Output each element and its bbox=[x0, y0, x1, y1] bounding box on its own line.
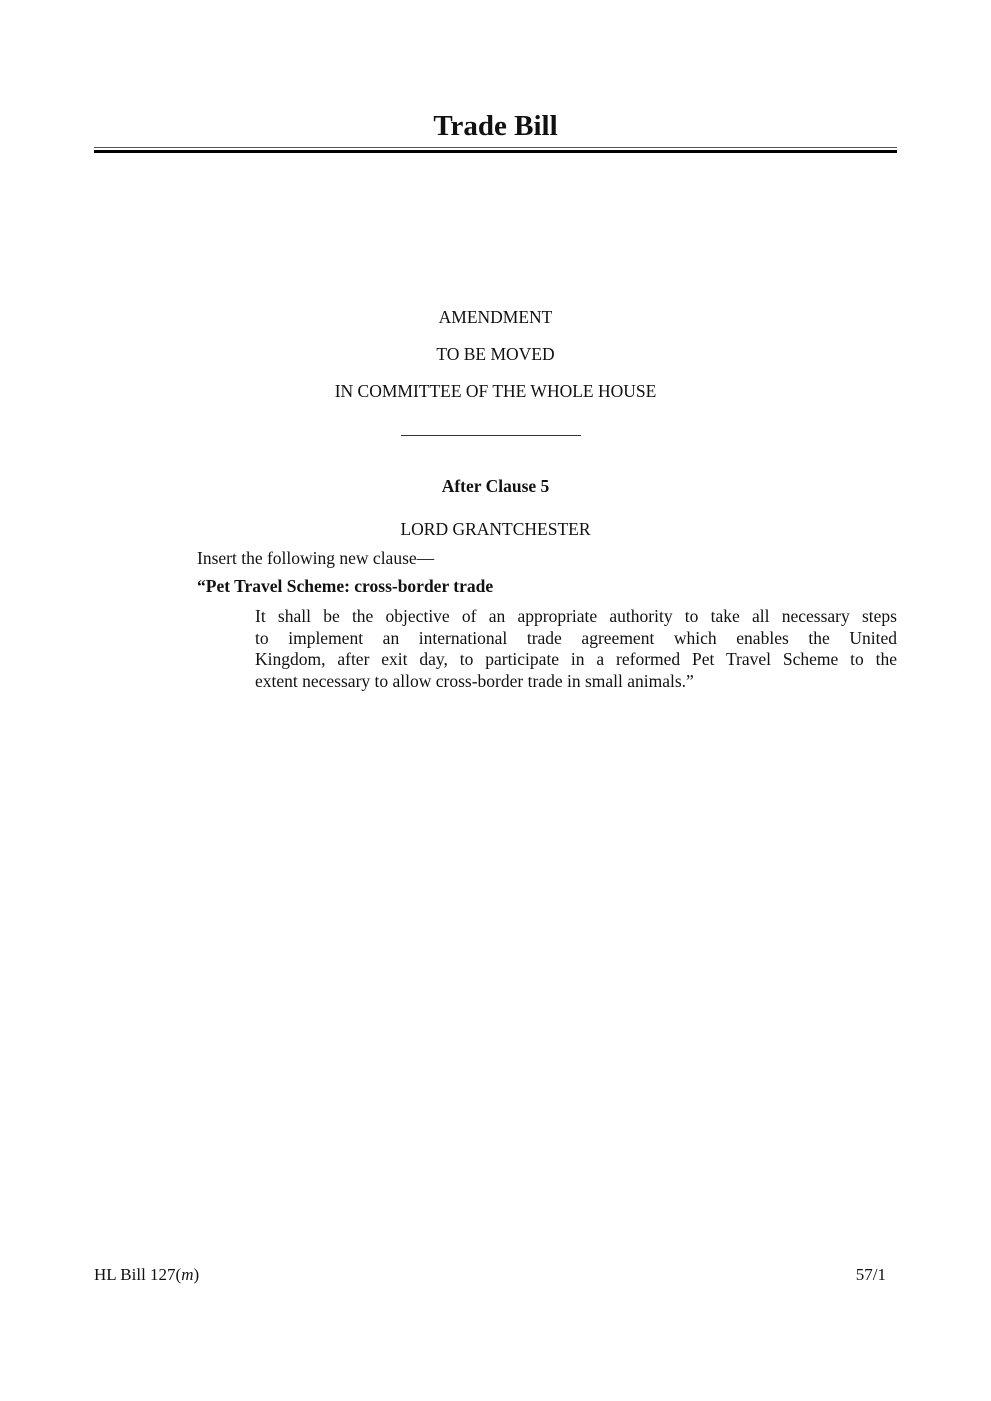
heading-committee: IN COMMITTEE OF THE WHOLE HOUSE bbox=[334, 381, 657, 401]
clause-text-line: It shall be the objective of an appropriate authority to take all necessary steps bbox=[255, 606, 897, 626]
page-reference: 57/1 bbox=[855, 1265, 886, 1284]
amendment-mover: LORD GRANTCHESTER bbox=[400, 519, 591, 539]
new-clause-heading: “Pet Travel Scheme: cross-border trade bbox=[197, 576, 494, 596]
clause-text-line: Kingdom, after exit day, to participate in a reformed Pet Travel Scheme to the bbox=[255, 649, 897, 669]
clause-text-line: extent necessary to allow cross-border trade in small animals.” bbox=[255, 670, 694, 691]
heading-amendment: AMENDMENT bbox=[438, 307, 553, 327]
clause-text-line: to implement an international trade agreement which enables the United bbox=[255, 627, 897, 648]
amendment-instruction: Insert the following new clause— bbox=[197, 548, 435, 568]
bill-reference-close: ) bbox=[193, 1265, 200, 1284]
title-rule-thick bbox=[94, 150, 897, 153]
heading-to-be-moved: TO BE MOVED bbox=[436, 344, 555, 364]
page-title: Trade Bill bbox=[433, 110, 558, 142]
bill-reference bbox=[94, 1264, 199, 1286]
amendment-position: After Clause 5 bbox=[441, 476, 550, 496]
section-divider bbox=[401, 435, 581, 436]
title-rule-thin bbox=[94, 147, 897, 148]
bill-reference-prefix: HL Bill 127( bbox=[94, 1265, 182, 1284]
bill-reference-suffix: m bbox=[181, 1265, 194, 1284]
new-clause-text bbox=[255, 606, 897, 692]
